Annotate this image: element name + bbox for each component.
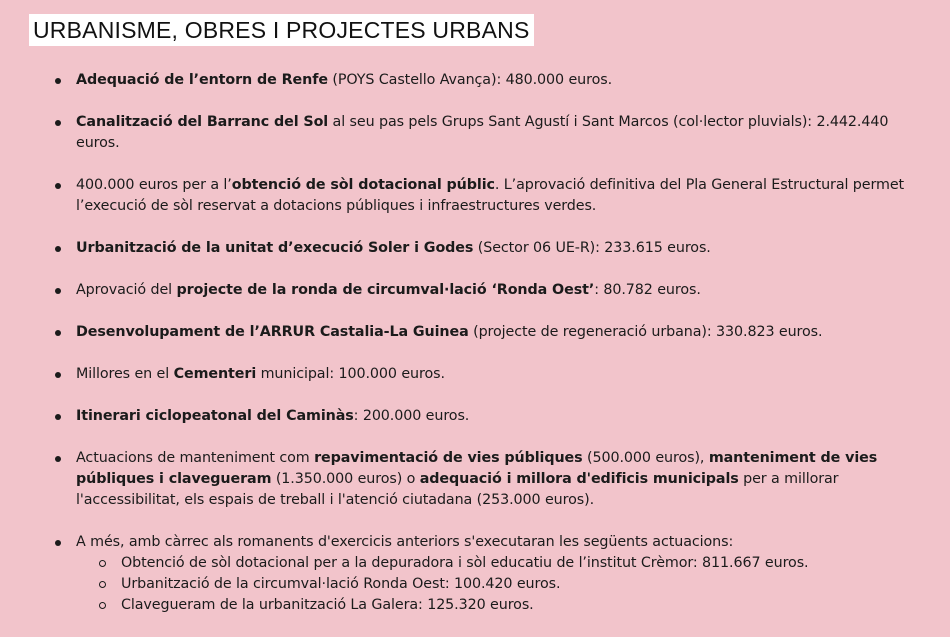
bullet-icon xyxy=(55,120,61,126)
sub-list-item xyxy=(76,574,930,595)
circle-bullet-icon xyxy=(99,602,106,609)
item-bold: Cementeri xyxy=(173,366,257,382)
list-item xyxy=(0,406,950,427)
bullet-icon xyxy=(55,288,61,294)
bullet-icon xyxy=(55,540,61,546)
item-text: : 80.782 euros. xyxy=(594,282,701,298)
bullet-icon xyxy=(55,372,61,378)
circle-bullet-icon xyxy=(99,581,106,588)
item-text: 400.000 euros per a l’ xyxy=(76,177,232,193)
sub-item-text: Clavegueram de la urbanització La Galera: 125.320 euros. xyxy=(121,597,534,613)
item-text: (POYS Castello Avança): 480.000 euros. xyxy=(327,72,613,88)
item-text: : 200.000 euros. xyxy=(353,408,470,424)
sub-list-item xyxy=(76,595,930,616)
list-item xyxy=(0,70,950,91)
bullet-icon xyxy=(55,456,61,462)
bullet-icon xyxy=(55,330,61,336)
bullet-icon xyxy=(55,246,61,252)
item-bold: adequació i millora d'edificis municipals xyxy=(419,471,739,487)
list-item xyxy=(0,532,950,616)
item-bold: Desenvolupament de l’ARRUR Castalia-La Guinea xyxy=(76,324,469,340)
sub-item-text: Urbanització de la circumval·lació Ronda Oest: 100.420 euros. xyxy=(121,576,561,592)
item-text: Millores en el xyxy=(76,366,174,382)
item-bold: repavimentació de vies públiques xyxy=(314,450,583,466)
item-bold: Adequació de l’entorn de Renfe xyxy=(76,72,328,88)
list-item xyxy=(0,280,950,301)
item-text: Actuacions de manteniment com xyxy=(76,450,315,466)
item-text: (Sector 06 UE-R): 233.615 euros. xyxy=(473,240,711,256)
circle-bullet-icon xyxy=(99,560,106,567)
item-text: A més, amb càrrec als romanents d'exercicis anteriors s'executaran les següents actuacions: xyxy=(76,534,734,550)
list-item xyxy=(0,112,950,154)
page-title: URBANISME, OBRES I PROJECTES URBANS xyxy=(29,14,534,46)
item-bold: manteniment de vies públiques i clavegueram xyxy=(76,450,878,487)
item-text: al seu pas pels Grups Sant Agustí i Sant Marcos (col·lector pluvials): 2.442.440 euros. xyxy=(76,114,889,151)
list-item xyxy=(0,175,950,217)
item-text: Aprovació del xyxy=(76,282,177,298)
sub-list-item xyxy=(76,553,930,574)
item-text: . L’aprovació definitiva del Pla General Estructural permet l’execució de sòl reservat a dotacions públiques i infraestructures verdes. xyxy=(76,177,905,214)
bullet-icon xyxy=(55,78,61,84)
projects-list xyxy=(0,70,950,637)
item-bold: Itinerari ciclopeatonal del Caminàs xyxy=(76,408,354,424)
item-text: (1.350.000 euros) o xyxy=(271,471,420,487)
item-bold: Urbanització de la unitat d’execució Soler i Godes xyxy=(76,240,474,256)
item-text: (projecte de regeneració urbana): 330.823 euros. xyxy=(468,324,823,340)
item-text: (500.000 euros), xyxy=(582,450,709,466)
item-text: municipal: 100.000 euros. xyxy=(256,366,445,382)
list-item xyxy=(0,322,950,343)
sub-list xyxy=(76,553,930,616)
list-item xyxy=(0,364,950,385)
list-item xyxy=(0,238,950,259)
item-text: per a millorar l'accessibilitat, els espais de treball i l'atenció ciutadana (253.000 euros). xyxy=(76,471,839,508)
bullet-icon xyxy=(55,414,61,420)
list-item xyxy=(0,448,950,511)
item-bold: projecte de la ronda de circumval·lació ‘Ronda Oest’ xyxy=(176,282,595,298)
item-bold: Canalització del Barranc del Sol xyxy=(76,114,329,130)
bullet-icon xyxy=(55,183,61,189)
sub-item-text: Obtenció de sòl dotacional per a la depuradora i sòl educatiu de l’institut Crèmor: 811.667 euros. xyxy=(121,555,809,571)
item-bold: obtenció de sòl dotacional públic xyxy=(231,177,495,193)
